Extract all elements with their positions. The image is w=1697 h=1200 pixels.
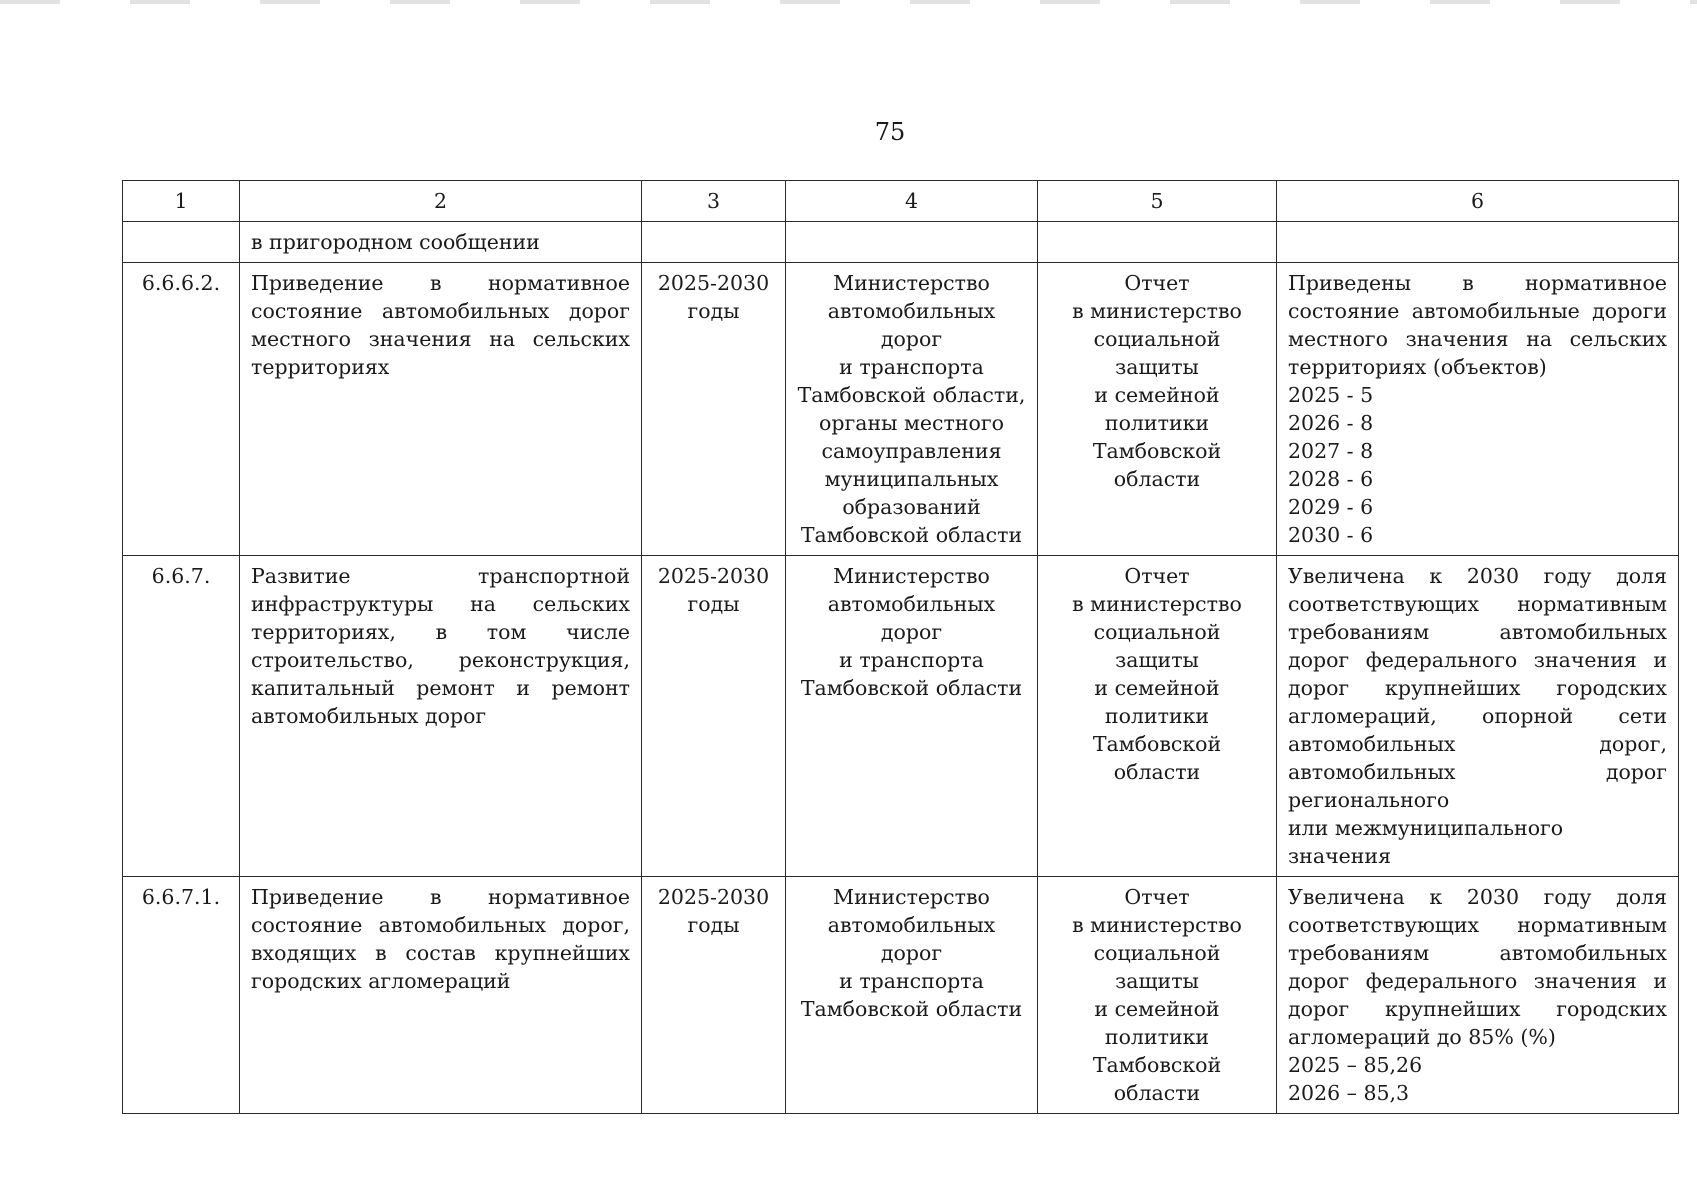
table-row-continuation bbox=[123, 222, 1679, 263]
cell-num: 6.6.7. bbox=[123, 556, 240, 877]
executor-line: автомобильных дорог bbox=[827, 299, 996, 351]
result-line: 2025 – 85,26 bbox=[1288, 1053, 1423, 1077]
report-line: политики bbox=[1104, 411, 1210, 435]
executor-line: и транспорта bbox=[839, 355, 984, 379]
period-line: годы bbox=[687, 299, 740, 323]
result-line: или межмуниципального значения bbox=[1288, 816, 1564, 868]
executor-line: Министерство bbox=[833, 885, 990, 909]
report-line: Отчет bbox=[1124, 271, 1190, 295]
program-table bbox=[122, 180, 1679, 1114]
period-line: 2025-2030 bbox=[657, 271, 770, 295]
period-line: годы bbox=[687, 913, 740, 937]
cell-report bbox=[1038, 263, 1277, 556]
result-line: 2027 - 8 bbox=[1288, 439, 1374, 463]
page-number: 75 bbox=[874, 118, 906, 146]
executor-line: самоуправления bbox=[821, 439, 1002, 463]
cell-result bbox=[1277, 263, 1679, 556]
cell-name: Развитие транспортной инфраструктуры на сельских территориях, в том числе строительство, реконструкция, капитальный ремонт и ремонт автомобильных дорог bbox=[240, 556, 642, 877]
period-line: 2025-2030 bbox=[657, 885, 770, 909]
column-header: 1 bbox=[123, 181, 240, 222]
executor-line: и транспорта bbox=[839, 969, 984, 993]
cell-period bbox=[642, 222, 786, 263]
result-text: Увеличена к 2030 году доля соответствующих нормативным требованиям автомобильных дорог федерального значения и дорог крупнейших городских агломераций, опорной сети автомобильных дорог, автомобильных дорог регионального bbox=[1288, 564, 1667, 812]
report-line: Тамбовской области bbox=[1092, 732, 1222, 784]
cell-executor bbox=[786, 556, 1038, 877]
result-text: Увеличена к 2030 году доля соответствующих нормативным требованиям автомобильных дорог федерального значения и дорог крупнейших городских агломераций до 85% (%) bbox=[1288, 885, 1667, 1049]
report-line: в министерство bbox=[1072, 913, 1242, 937]
executor-line: образований bbox=[842, 495, 981, 519]
cell-report bbox=[1038, 877, 1277, 1114]
executor-line: автомобильных дорог bbox=[827, 913, 996, 965]
cell-name: в пригородном сообщении bbox=[240, 222, 642, 263]
report-line: Отчет bbox=[1124, 885, 1190, 909]
executor-line: муниципальных bbox=[824, 467, 999, 491]
column-header: 4 bbox=[786, 181, 1038, 222]
table-row bbox=[123, 877, 1679, 1114]
executor-line: Министерство bbox=[833, 564, 990, 588]
executor-line: Тамбовской области bbox=[800, 676, 1023, 700]
executor-line: Тамбовской области, bbox=[797, 383, 1026, 407]
result-line: 2028 - 6 bbox=[1288, 467, 1374, 491]
column-header: 6 bbox=[1277, 181, 1679, 222]
column-header: 3 bbox=[642, 181, 786, 222]
report-line: и семейной bbox=[1094, 383, 1220, 407]
table-row bbox=[123, 556, 1679, 877]
report-line: Тамбовской области bbox=[1092, 439, 1222, 491]
report-line: в министерство bbox=[1072, 299, 1242, 323]
result-line: 2026 – 85,3 bbox=[1288, 1081, 1410, 1105]
table-row bbox=[123, 263, 1679, 556]
cell-num: 6.6.6.2. bbox=[123, 263, 240, 556]
cell-result bbox=[1277, 556, 1679, 877]
result-line: 2030 - 6 bbox=[1288, 523, 1374, 547]
report-line: политики bbox=[1104, 704, 1210, 728]
cell-name: Приведение в нормативное состояние автомобильных дорог местного значения на сельских территориях bbox=[240, 263, 642, 556]
executor-line: Тамбовской области bbox=[800, 997, 1023, 1021]
cell-executor bbox=[786, 222, 1038, 263]
report-line: Тамбовской области bbox=[1092, 1053, 1222, 1105]
cell-name: Приведение в нормативное состояние автомобильных дорог, входящих в состав крупнейших городских агломераций bbox=[240, 877, 642, 1114]
cell-executor bbox=[786, 877, 1038, 1114]
table-header-row bbox=[123, 181, 1679, 222]
cell-executor bbox=[786, 263, 1038, 556]
column-header: 2 bbox=[240, 181, 642, 222]
cell-report bbox=[1038, 222, 1277, 263]
cell-num bbox=[123, 222, 240, 263]
period-line: годы bbox=[687, 592, 740, 616]
cell-period bbox=[642, 877, 786, 1114]
executor-line: Министерство bbox=[833, 271, 990, 295]
report-line: социальной защиты bbox=[1093, 327, 1221, 379]
cell-period bbox=[642, 556, 786, 877]
period-line: 2025-2030 bbox=[657, 564, 770, 588]
executor-line: автомобильных дорог bbox=[827, 592, 996, 644]
scan-edge-artifact bbox=[0, 0, 1697, 4]
executor-line: органы местного bbox=[819, 411, 1004, 435]
report-line: социальной защиты bbox=[1093, 620, 1221, 672]
report-line: Отчет bbox=[1124, 564, 1190, 588]
report-line: и семейной bbox=[1094, 997, 1220, 1021]
result-line: 2026 - 8 bbox=[1288, 411, 1374, 435]
cell-period bbox=[642, 263, 786, 556]
cell-num: 6.6.7.1. bbox=[123, 877, 240, 1114]
cell-result bbox=[1277, 877, 1679, 1114]
report-line: в министерство bbox=[1072, 592, 1242, 616]
report-line: политики bbox=[1104, 1025, 1210, 1049]
result-line: 2029 - 6 bbox=[1288, 495, 1374, 519]
executor-line: Тамбовской области bbox=[800, 523, 1023, 547]
report-line: и семейной bbox=[1094, 676, 1220, 700]
executor-line: и транспорта bbox=[839, 648, 984, 672]
report-line: социальной защиты bbox=[1093, 941, 1221, 993]
result-text: Приведены в нормативное состояние автомобильные дороги местного значения на сельских территориях (объектов) bbox=[1288, 271, 1667, 379]
cell-result bbox=[1277, 222, 1679, 263]
cell-report bbox=[1038, 556, 1277, 877]
result-line: 2025 - 5 bbox=[1288, 383, 1374, 407]
column-header: 5 bbox=[1038, 181, 1277, 222]
